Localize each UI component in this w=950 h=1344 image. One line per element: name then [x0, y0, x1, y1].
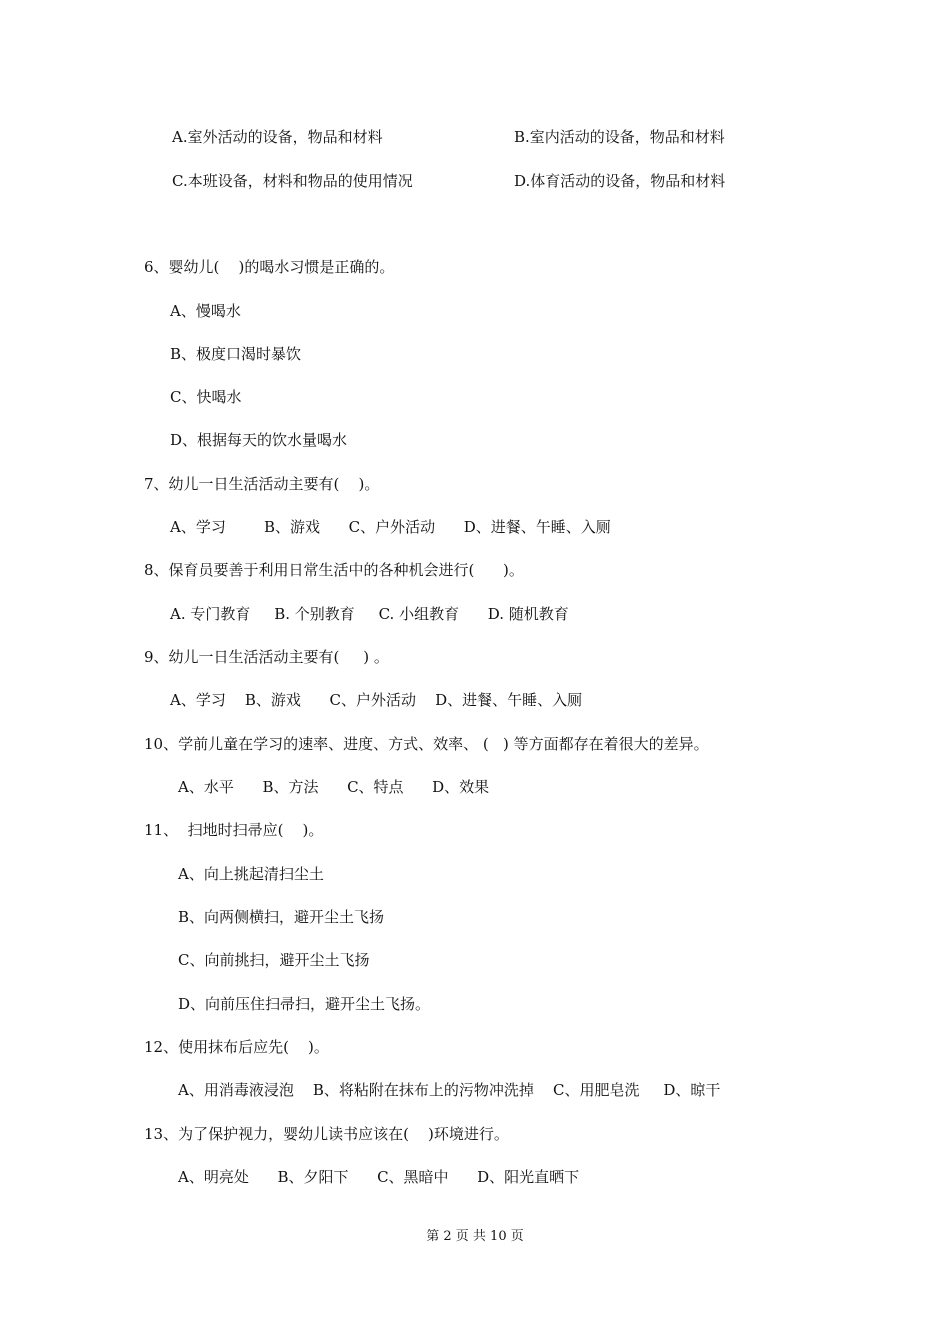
q11-option-c: C、向前挑扫，避开尘土飞扬 — [178, 951, 370, 969]
q10-options: A、水平 B、方法 C、特点 D、效果 — [178, 778, 490, 796]
q8-stem: 8、保育员要善于利用日常生活中的各种机会进行( )。 — [144, 561, 524, 579]
q6-option-c: C、快喝水 — [170, 388, 242, 406]
q13-stem: 13、为了保护视力，婴幼儿读书应该在( )环境进行。 — [144, 1125, 509, 1143]
q11-option-b: B、向两侧横扫，避开尘土飞扬 — [178, 908, 385, 926]
q9-stem: 9、幼儿一日生活活动主要有( ) 。 — [144, 648, 389, 666]
q13-options: A、明亮处 B、夕阳下 C、黑暗中 D、阳光直晒下 — [178, 1168, 580, 1186]
q11-option-d: D、向前压住扫帚扫，避开尘土飞扬。 — [178, 995, 431, 1013]
q10-stem: 10、学前儿童在学习的速率、进度、方式、效率、 ( ) 等方面都存在着很大的差异。 — [144, 735, 709, 753]
q5-option-c: C.本班设备，材料和物品的使用情况 — [172, 172, 413, 190]
q8-options: A. 专门教育 B. 个别教育 C. 小组教育 D. 随机教育 — [170, 605, 569, 623]
q12-stem: 12、使用抹布后应先( )。 — [144, 1038, 329, 1056]
q5-option-d: D.体育活动的设备，物品和材料 — [514, 172, 726, 190]
q12-options: A、用消毒液浸泡 B、将粘附在抹布上的污物冲洗掉 C、用肥皂洗 D、晾干 — [178, 1081, 721, 1099]
q11-option-a: A、向上挑起清扫尘土 — [178, 865, 324, 883]
q9-options: A、学习 B、游戏 C、户外活动 D、进餐、午睡、入厕 — [170, 691, 583, 709]
q6-option-d: D、根据每天的饮水量喝水 — [170, 431, 348, 449]
q6-stem: 6、婴幼儿( )的喝水习惯是正确的。 — [144, 258, 395, 276]
q6-option-a: A、慢喝水 — [170, 302, 241, 320]
page-number-footer: 第 2 页 共 10 页 — [426, 1229, 524, 1244]
q7-stem: 7、幼儿一日生活活动主要有( )。 — [144, 475, 380, 493]
q6-option-b: B、极度口渴时暴饮 — [170, 345, 302, 363]
q5-option-a: A.室外活动的设备，物品和材料 — [172, 128, 383, 146]
q5-option-b: B.室内活动的设备，物品和材料 — [514, 128, 725, 146]
q7-options: A、学习 B、游戏 C、户外活动 D、进餐、午睡、入厕 — [170, 518, 611, 536]
q11-stem: 11、 扫地时扫帚应( )。 — [144, 821, 324, 839]
